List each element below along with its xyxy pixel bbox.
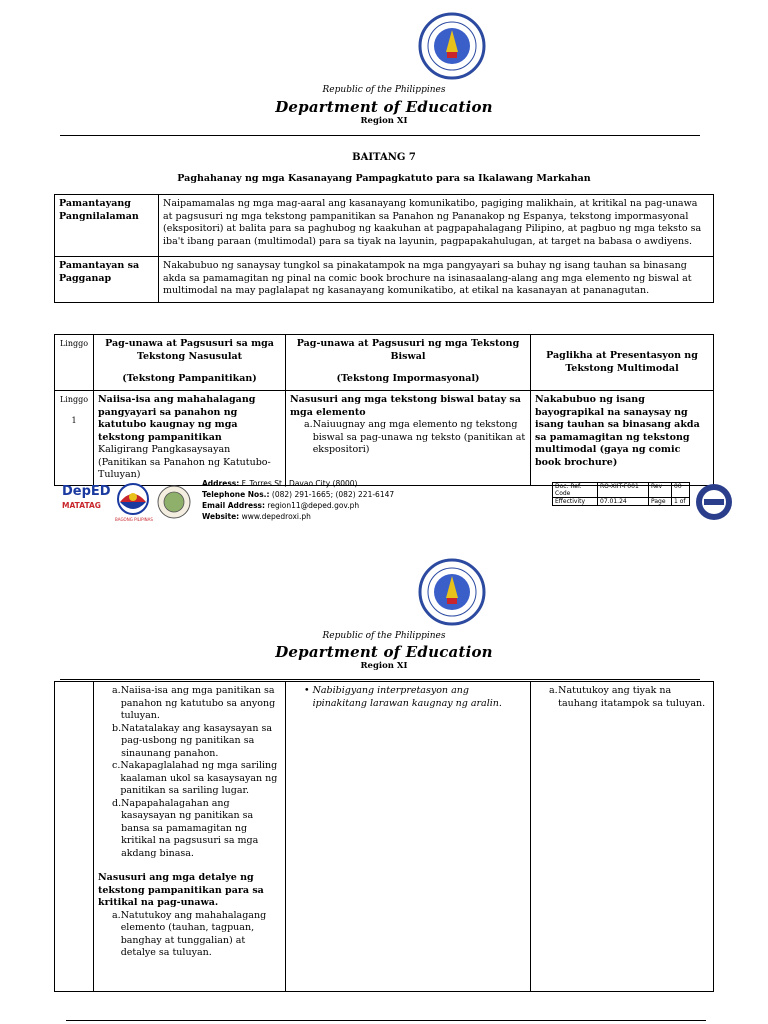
list-item — [549, 685, 709, 710]
standard-label: Pamantayang Pangnilalaman — [55, 195, 159, 257]
list-marker: c. — [112, 760, 121, 771]
col-header-2-title: Pag-unawa at Pagsusuri ng mga Tekstong Biswal — [296, 338, 520, 362]
standards-row — [55, 257, 714, 303]
website-label: Website: — [202, 512, 240, 521]
week-number: 1 — [71, 415, 77, 425]
standards-row — [55, 195, 714, 257]
footer-contact — [202, 478, 394, 522]
header-rule — [60, 679, 700, 680]
certification-badge-icon — [694, 482, 734, 522]
col-header-1-sub: (Tekstong Pampanitikan) — [122, 373, 257, 384]
list-item — [112, 798, 281, 861]
rev-label: Rev — [649, 483, 672, 498]
table-row — [55, 391, 714, 486]
address-text: F. Torres St., Davao City (8000) — [241, 479, 358, 488]
region-text: Region XI — [360, 116, 408, 126]
standard-label: Pamantayan sa Pagganap — [55, 257, 159, 303]
competency-table-continued — [54, 681, 714, 992]
list-text: Naiisa-isa ang mga panitikan sa panahon ng katutubo sa anyong tuluyan. — [120, 685, 276, 721]
republic-text: Republic of the Philippines — [322, 631, 446, 641]
footer-rule — [66, 1020, 706, 1021]
competency-cell-1 — [94, 682, 286, 992]
table-header-row — [55, 335, 714, 391]
competency-2-bold: Nasusuri ang mga tekstong biswal batay sa mga elemento — [290, 394, 521, 418]
list-marker: b. — [112, 722, 122, 734]
table-row — [55, 682, 714, 992]
list-item — [112, 910, 281, 960]
doc-ref-label: Doc. Ref. Code — [553, 483, 598, 498]
effectivity-value: 07.01.24 — [598, 498, 649, 506]
list-text: Natutukoy ang mahahalagang elemento (tauhan, tagpuan, banghay at tunggalian) at detalye sa tuluyan. — [120, 909, 267, 958]
deped-seal-icon — [418, 12, 486, 80]
phone-text: (082) 291-1665; (082) 221-6147 — [271, 490, 395, 499]
department-title: Department of Education — [275, 98, 493, 116]
matatag-text: MATATAG — [62, 501, 101, 510]
list-marker: a. — [549, 685, 558, 696]
list-text: Napapahalagahan ang kasaysayan ng panitikan sa bansa sa pamamagitan ng kritikal na pagsusuri sa mga akdang binasa. — [121, 797, 259, 859]
col-header-2-sub: (Tekstong Impormasyonal) — [336, 373, 480, 384]
bullet-icon: • — [304, 685, 310, 696]
deped-logo — [62, 484, 112, 510]
col-header-2 — [286, 335, 531, 391]
competency-1-bold: Naiisa-isa ang mahahalagang pangyayari sa panahon ng katutubo kaugnay ng mga tekstong pampanitikan — [98, 394, 256, 443]
col-header-3: Paglikha at Presentasyon ng Tekstong Multimodal — [531, 335, 714, 391]
email-text: region11@deped.gov.ph — [267, 501, 360, 510]
col-header-1 — [94, 335, 286, 391]
doc-ref-value: RO-XIIT-F001 — [598, 483, 649, 498]
list-marker: d. — [112, 797, 122, 809]
bagong-pilipinas-text: BAGONG PILIPINAS — [115, 517, 153, 522]
week-cell — [55, 682, 94, 992]
grade-title: BAITANG 7 — [352, 152, 416, 163]
email-label: Email Address: — [202, 501, 266, 510]
competency-cell-3: Nakabubuo ng isang bayograpikal na sanaysay ng isang tauhan sa binasang akda sa pamamagitan ng tekstong multimodal (gaya ng comic book brochure) — [531, 391, 714, 486]
competency-cell-1 — [94, 391, 286, 486]
document-control-table — [552, 482, 690, 506]
competency-table — [54, 334, 714, 486]
list-text: Natatalakay ang kasaysayan sa pag-usbong ng panitikan sa sinaunang panahon. — [121, 722, 273, 759]
list-text: Nakapaglalahad ng mga sariling kaalaman ukol sa kasaysayan ng panitikan sa sariling lugar. — [120, 760, 278, 796]
rev-value: 00 — [672, 483, 690, 498]
standard-text: Naipamamalas ng mga mag-aaral ang kasanayang komunikatibo, pagiging malikhain, at kritikal na pag-unawa at pagsusuri ng mga tekstong pampanitikan sa Panahon ng Pananakop ng Espanya, tekstong impormasyonal (ekspositori) at balita para sa paghubog ng kaakuhan at pagpapahalagang Pilipino, at pagbuo ng mga teksto sa iba't ibang paraan (multimodal) para sa tiyak na layunin, pagpapakahulugan, at target na babasa o awdiyens. — [159, 195, 714, 257]
list-text: Natutukoy ang tiyak na tauhang itatampok sa tuluyan. — [558, 685, 706, 709]
list-item — [304, 419, 526, 457]
list-item — [112, 685, 281, 723]
week-label: Linggo — [59, 395, 89, 404]
list-marker: a. — [112, 685, 121, 696]
bagong-pilipinas-icon — [114, 482, 152, 520]
header-rule — [60, 135, 700, 136]
website-text: www.depedroxi.ph — [241, 512, 311, 521]
list-marker: a. — [112, 909, 121, 921]
competency-bold: Nasusuri ang mga detalye ng tekstong pampanitikan para sa kritikal na pag-unawa. — [98, 872, 264, 908]
list-text: Naiuugnay ang mga elemento ng tekstong biswal sa pag-unawa ng teksto (panitikan at ekspositori) — [312, 419, 526, 455]
col-header-1-title: Pag-unawa at Pagsusuri sa mga Tekstong Nasusulat — [105, 338, 274, 362]
page-label: Page — [649, 498, 672, 506]
standards-table — [54, 194, 714, 303]
list-marker: a. — [304, 419, 313, 430]
republic-text: Republic of the Philippines — [322, 85, 446, 95]
competency-cell-3 — [531, 682, 714, 992]
competency-cell-2 — [286, 391, 531, 486]
department-title: Department of Education — [275, 643, 493, 661]
col-header-week: Linggo — [55, 335, 94, 391]
deped-logo-text: DepED — [62, 484, 111, 499]
page-value: 1 of — [672, 498, 690, 506]
region-seal-icon — [156, 484, 192, 520]
competency-1-text: Kaligirang Pangkasaysayan (Panitikan sa Panahon ng Katutubo-Tuluyan) — [98, 444, 271, 480]
list-item — [112, 723, 281, 761]
list-item — [304, 685, 526, 710]
deped-seal-icon — [418, 558, 486, 626]
address-label: Address: — [202, 479, 240, 488]
subtitle: Paghahanay ng mga Kasanayang Pampagkatuto para sa Ikalawang Markahan — [177, 173, 591, 184]
region-text: Region XI — [360, 661, 408, 671]
standard-text: Nakabubuo ng sanaysay tungkol sa pinakatampok na mga pangyayari sa buhay ng isang tauhan sa binasang akda sa pamamagitan ng pinal na comic book brochure na isinasaalang-alang ang mga elemento ng biswal at multimodal na may paglalapat ng kasanayang komunikatibo, at etikal na kasanayan at pananagutan. — [159, 257, 714, 303]
effectivity-label: Effectivity — [553, 498, 598, 506]
list-item — [112, 760, 281, 798]
phone-label: Telephone Nos.: — [202, 490, 270, 499]
list-text: Nabibigyang interpretasyon ang ipinakitang larawan kaugnay ng aralin. — [312, 685, 502, 709]
week-cell — [55, 391, 94, 486]
competency-cell-2 — [286, 682, 531, 992]
